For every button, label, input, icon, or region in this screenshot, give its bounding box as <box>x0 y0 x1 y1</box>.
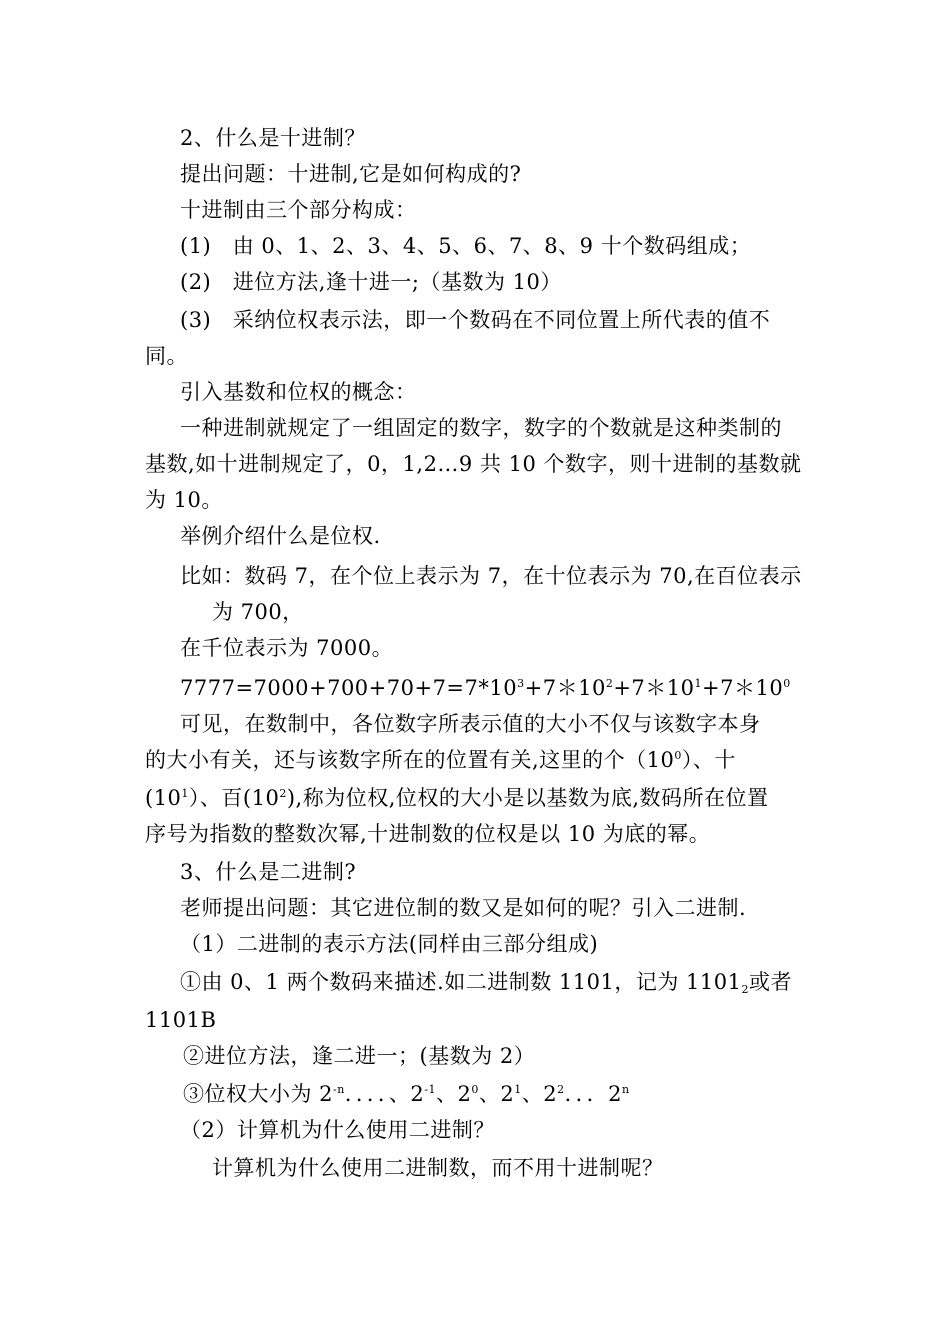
text-part: ),称为位权,位权的大小是以基数为底,数码所在位置 <box>286 786 769 810</box>
expansion-formula <box>180 673 791 703</box>
base-paragraph-line-3: 为 10。 <box>145 488 223 512</box>
text-part: (10 <box>145 786 182 810</box>
exponent: 2 <box>279 787 287 800</box>
weight-example-intro: 举例介绍什么是位权. <box>180 524 381 548</box>
conclusion-line-3 <box>145 783 769 813</box>
formula-exponent: 1 <box>694 677 702 690</box>
decimal-part-3-line-2: 同。 <box>145 344 188 368</box>
formula-exponent: 0 <box>783 677 791 690</box>
exponent: n <box>621 1083 630 1096</box>
base-paragraph-line-1: 一种进制就规定了一组固定的数字，数字的个数就是这种类制的 <box>180 416 782 440</box>
decimal-part-2: (2) 进位方法,逢十进一;（基数为 10） <box>180 270 562 294</box>
weight-example-line-3: 在千位表示为 7000。 <box>180 636 394 660</box>
binary-point-2: ②进位方法，逢二进一；(基数为 2） <box>183 1044 536 1068</box>
section-3-heading: 3、什么是二进制? <box>180 860 357 884</box>
base-paragraph-line-2: 基数,如十进制规定了，0，1,2…9 共 10 个数字，则十进制的基数就 <box>145 452 802 476</box>
binary-point-1-line-2: 1101B <box>145 1008 217 1032</box>
decimal-parts-intro: 十进制由三个部分构成： <box>180 198 417 222</box>
formula-part: +7＊10 <box>613 676 695 700</box>
text-part: ）、百(10 <box>188 786 280 810</box>
exponent: 0 <box>471 1083 479 1096</box>
formula-part: +7＊10 <box>702 676 784 700</box>
exponent: 0 <box>674 749 682 762</box>
exponent: 1 <box>514 1083 522 1096</box>
conclusion-line-4: 序号为指数的整数次幂,十进制数的位权是以 10 为底的幂。 <box>145 822 711 846</box>
exponent: 1 <box>181 787 189 800</box>
decimal-part-3-line-1: (3) 采纳位权表示法，即一个数码在不同位置上所代表的值不 <box>180 308 771 332</box>
formula-exponent: 2 <box>605 677 614 690</box>
exponent: 2 <box>557 1083 565 1096</box>
conclusion-line-1: 可见，在数制中，各位数字所表示值的大小不仅与该数字本身 <box>180 712 761 736</box>
subscript: 2 <box>741 983 749 996</box>
binary-point-1-line-1 <box>180 967 792 997</box>
binary-question: 老师提出问题：其它进位制的数又是如何的呢？引入二进制. <box>180 896 747 920</box>
text-part: ③位权大小为 2 <box>183 1082 334 1106</box>
formula-part: +7＊10 <box>524 676 606 700</box>
text-part: ．．．2 <box>564 1082 622 1106</box>
decimal-part-1: (1) 由 0、1、2、3、4、5、6、7、8、9 十个数码组成； <box>180 234 752 258</box>
text-part: ）、十 <box>681 748 736 772</box>
text-part: ①由 0、1 两个数码来描述.如二进制数 1101，记为 1101 <box>180 970 742 994</box>
formula-exponent: 3 <box>517 677 525 690</box>
exponent: -n <box>333 1083 345 1096</box>
formula-part: 7777=7000+700+70+7=7*10 <box>180 676 518 700</box>
decimal-question: 提出问题：十进制,它是如何构成的? <box>180 162 522 186</box>
section-2-heading: 2、什么是十进制？ <box>180 126 366 150</box>
exponent: -1 <box>424 1083 436 1096</box>
text-part: 或者 <box>748 970 792 994</box>
text-part: 、2 <box>478 1082 515 1106</box>
why-binary-heading: （2）计算机为什么使用二进制？ <box>180 1118 495 1142</box>
conclusion-line-2 <box>145 745 736 775</box>
concept-intro: 引入基数和位权的概念： <box>180 380 417 404</box>
why-binary-question: 计算机为什么使用二进制数，而不用十进制呢？ <box>212 1156 664 1180</box>
text-part: 、2 <box>521 1082 558 1106</box>
text-part: 的大小有关，还与该数字所在的位置有关,这里的个（10 <box>145 748 675 772</box>
text-part: 、2 <box>435 1082 472 1106</box>
text-part: ．．．．、2 <box>344 1082 425 1106</box>
binary-representation-heading: （1）二进制的表示方法(同样由三部分组成) <box>180 932 599 956</box>
weight-example-line-1: 比如：数码 7，在个位上表示为 7，在十位表示为 70,在百位表示 <box>180 564 802 588</box>
weight-example-line-2: 为 700， <box>212 600 304 624</box>
binary-point-3 <box>183 1079 630 1109</box>
